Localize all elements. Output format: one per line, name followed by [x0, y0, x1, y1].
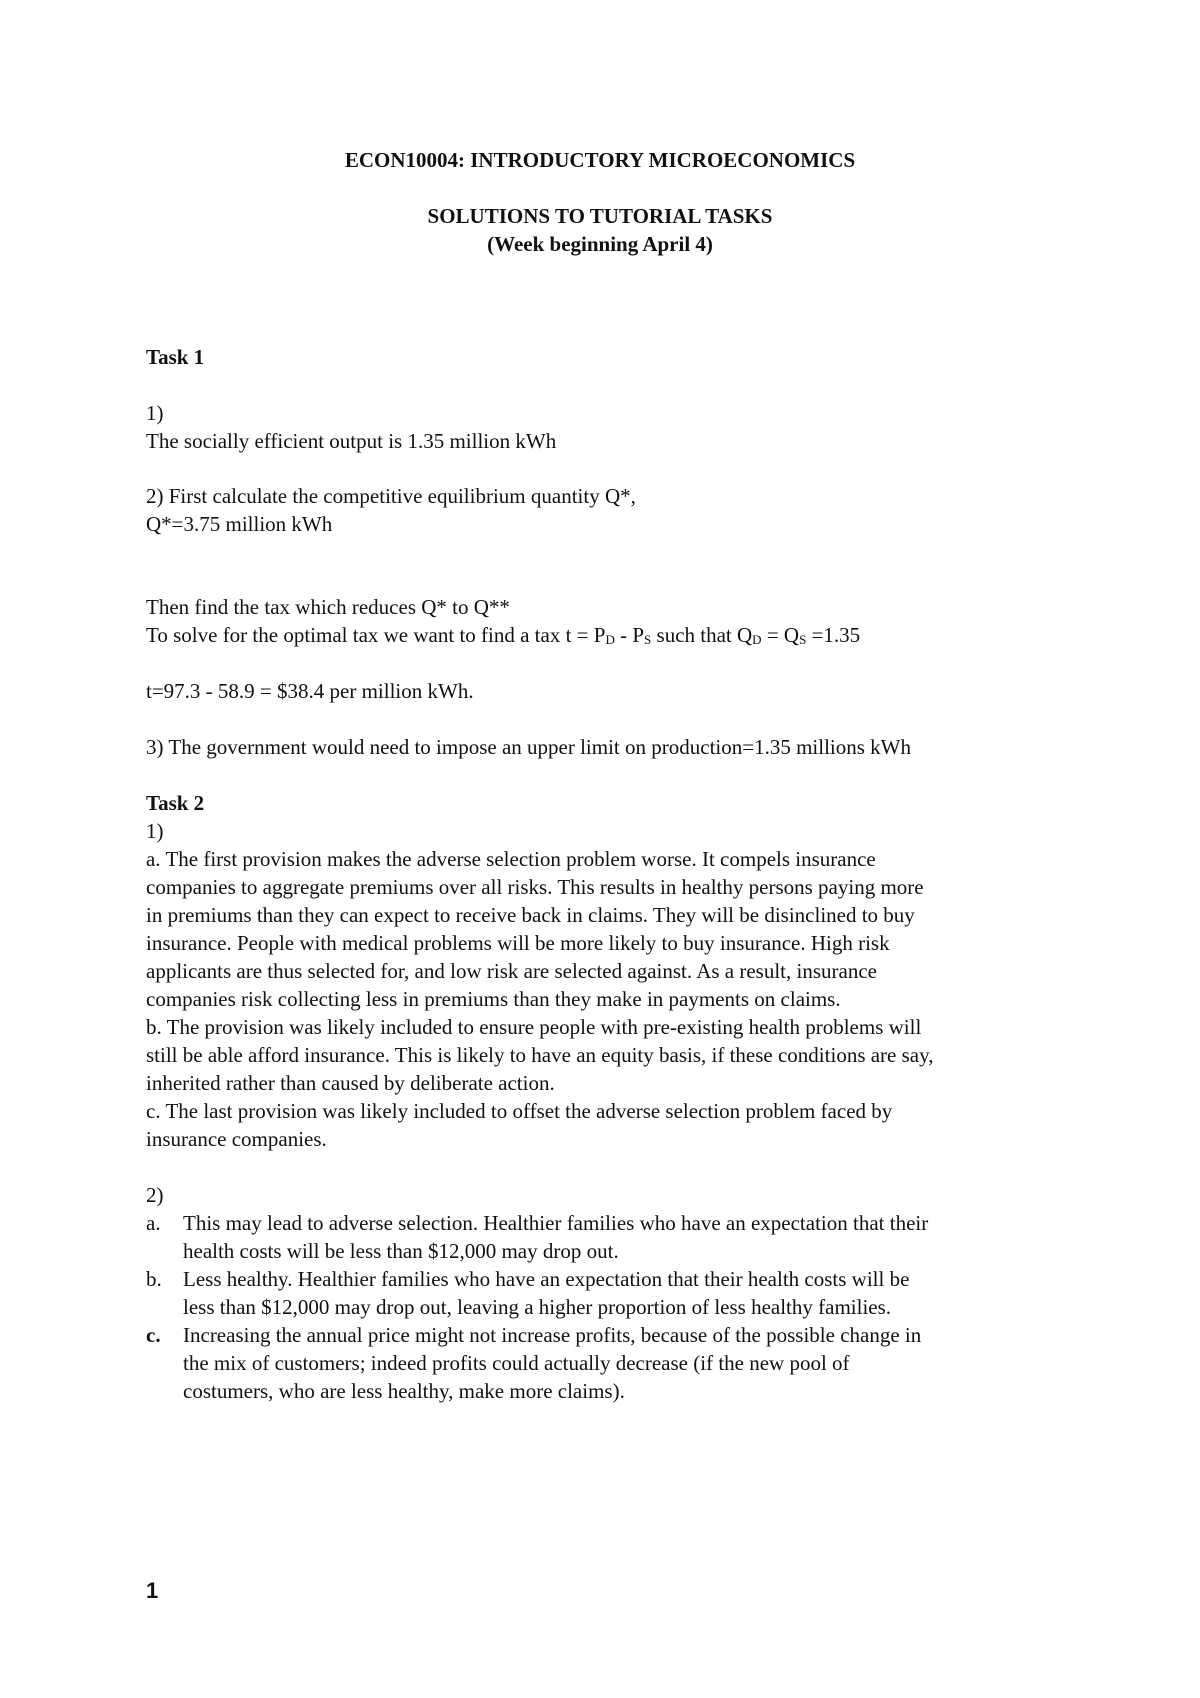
- list-marker: b.: [146, 1267, 162, 1291]
- subscript-d: D: [605, 632, 615, 647]
- page-number: 1: [146, 1578, 159, 1603]
- task2-p1-line: a. The first provision makes the adverse selection problem worse. It compels insurance: [146, 847, 876, 871]
- list-item-line: the mix of customers; indeed profits could actually decrease (if the new pool of: [183, 1351, 850, 1375]
- week-label: (Week beginning April 4): [487, 232, 713, 256]
- subscript-s: S: [644, 632, 652, 647]
- task2-p1-line: companies to aggregate premiums over all risks. This results in healthy persons paying more: [146, 875, 924, 899]
- task2-p1-line: insurance companies.: [146, 1127, 327, 1151]
- task1-q3: 3) The government would need to impose an upper limit on production=1.35 millions kWh: [146, 735, 912, 759]
- list-marker: c.: [146, 1323, 161, 1347]
- task1-q2-line4: [146, 621, 860, 654]
- task2-p1-line: inherited rather than caused by deliberate action.: [146, 1071, 555, 1095]
- task2-p1-line: insurance. People with medical problems will be more likely to buy insurance. High risk: [146, 931, 890, 955]
- list-item-line: less than $12,000 may drop out, leaving a higher proportion of less healthy families.: [183, 1295, 892, 1319]
- task2-p2-label: 2): [146, 1183, 164, 1207]
- tax-formula-mid1: - P: [614, 623, 645, 647]
- course-title: ECON10004: INTRODUCTORY MICROECONOMICS: [344, 148, 856, 172]
- task1-heading: Task 1: [146, 345, 205, 369]
- tax-formula-mid3: = Q: [761, 623, 800, 647]
- subscript-s: S: [799, 632, 807, 647]
- task2-p1-line: companies risk collecting less in premiums than they make in payments on claims.: [146, 987, 841, 1011]
- subscript-d: D: [752, 632, 762, 647]
- task1-q2-line3: Then find the tax which reduces Q* to Q**: [146, 595, 510, 619]
- task2-p1-label: 1): [146, 819, 164, 843]
- task1-q2-line5: t=97.3 - 58.9 = $38.4 per million kWh.: [146, 679, 474, 703]
- task2-p1-line: c. The last provision was likely included to offset the adverse selection problem faced by: [146, 1099, 893, 1123]
- list-item-line: This may lead to adverse selection. Healthier families who have an expectation that their: [183, 1211, 929, 1235]
- task2-p1-line: still be able afford insurance. This is likely to have an equity basis, if these conditions are say,: [146, 1043, 934, 1067]
- task2-p1-line: applicants are thus selected for, and low risk are selected against. As a result, insurance: [146, 959, 877, 983]
- list-item-line: Less healthy. Healthier families who have an expectation that their health costs will be: [183, 1267, 910, 1291]
- list-item-line: health costs will be less than $12,000 may drop out.: [183, 1239, 619, 1263]
- tax-formula-mid2: such that Q: [651, 623, 753, 647]
- task2-p1-line: in premiums than they can expect to receive back in claims. They will be disinclined to buy: [146, 903, 915, 927]
- task2-p1-line: b. The provision was likely included to ensure people with pre-existing health problems will: [146, 1015, 922, 1039]
- task1-q1-label: 1): [146, 401, 164, 425]
- list-item-line: Increasing the annual price might not increase profits, because of the possible change in: [183, 1323, 922, 1347]
- task1-q1-answer: The socially efficient output is 1.35 million kWh: [146, 429, 557, 453]
- task2-heading: Task 2: [146, 791, 205, 815]
- tax-formula-post: =1.35: [806, 623, 861, 647]
- document-subtitle: SOLUTIONS TO TUTORIAL TASKS: [427, 204, 773, 228]
- task1-q2-line1: 2) First calculate the competitive equilibrium quantity Q*,: [146, 484, 636, 508]
- task1-q2-line2: Q*=3.75 million kWh: [146, 512, 333, 536]
- tax-formula-pre: To solve for the optimal tax we want to find a tax t = P: [146, 623, 606, 647]
- list-marker: a.: [146, 1211, 161, 1235]
- list-item-line: costumers, who are less healthy, make more claims).: [183, 1379, 625, 1403]
